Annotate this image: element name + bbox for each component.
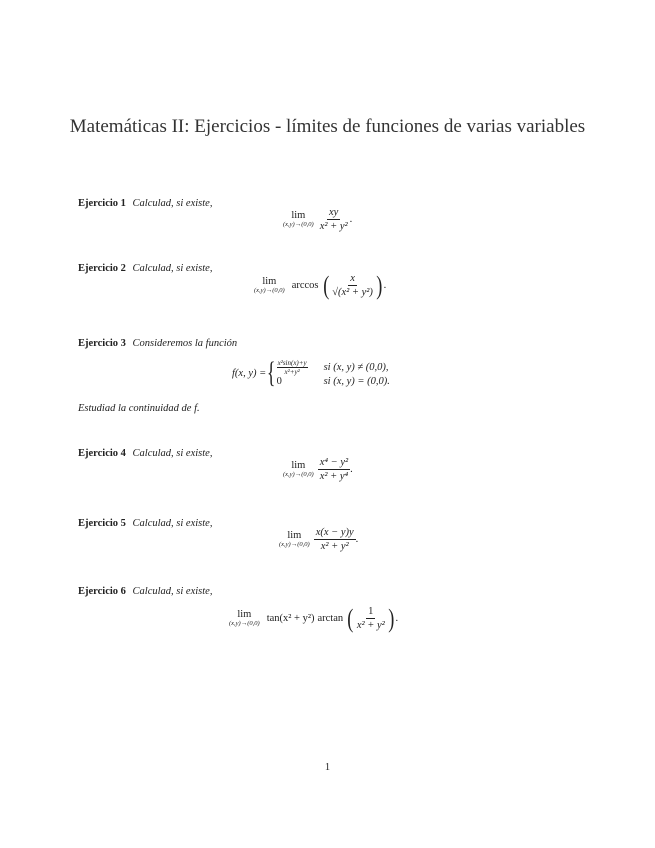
exercise-label: Ejercicio 4 — [78, 448, 126, 459]
exercise-label: Ejercicio 5 — [78, 518, 126, 529]
exercise-3-piecewise: f(x, y) = { $\frac{\text{x²sin(x)+y}}{\text{x²+y²}}$ si (x, y) ≠ (0,0), 0 si (x, y) = (0,0). — [232, 356, 390, 389]
fraction: $\frac{1}{\text{x² + y²}}$ — [356, 606, 385, 631]
exercise-3-heading — [78, 338, 237, 349]
exercise-4-heading — [78, 448, 212, 459]
exercise-label: Ejercicio 1 — [78, 198, 126, 209]
exercise-4-formula: lim (x,y)→(0,0) $\frac{\text{x⁴ − y²}}{\text{x² + y⁴}}$ . — [283, 457, 353, 482]
exercise-1-heading — [78, 198, 212, 209]
document-title: Matemáticas II: Ejercicios - límites de funciones de varias variables — [69, 116, 586, 137]
fraction: $\frac{x(x - y)y}{\text{x² + y²}}$ — [315, 527, 354, 552]
page-number: 1 — [324, 762, 331, 773]
exercise-5-heading — [78, 518, 212, 529]
exercise-5-formula: lim (x,y)→(0,0) $\frac{x(x - y)y}{\text{x² + y²}}$ . — [279, 527, 359, 552]
exercise-6-formula: lim (x,y)→(0,0) tan(x² + y²) arctan ( $\frac{1}{\text{x² + y²}}$ ) . — [229, 603, 399, 633]
exercise-label: Ejercicio 2 — [78, 263, 126, 274]
exercise-1-formula: lim (x,y)→(0,0) $\frac{xy}{\text{x² + y²}}$ . — [283, 207, 353, 232]
exercise-prompt: Calculad, si existe, — [132, 263, 213, 274]
exercise-label: Ejercicio 6 — [78, 586, 126, 597]
exercise-prompt: Consideremos la función — [132, 338, 238, 349]
exercise-prompt: Calculad, si existe, — [132, 586, 213, 597]
fraction: $\frac{xy}{\text{x² + y²}}$ — [319, 207, 348, 232]
limit-operator: lim (x,y)→(0,0) — [283, 210, 314, 228]
limit-operator: lim (x,y)→(0,0) — [254, 276, 285, 294]
limit-operator: lim (x,y)→(0,0) — [279, 530, 310, 548]
exercise-6-heading — [78, 586, 212, 597]
fraction: $\frac{\text{x⁴ − y²}}{\text{x² + y⁴}}$ — [319, 457, 349, 482]
fraction: $\frac{x}{\text{√(x² + y²)}}$ — [332, 273, 373, 298]
exercise-prompt: Calculad, si existe, — [132, 198, 213, 209]
exercise-prompt: Calculad, si existe, — [132, 518, 213, 529]
limit-operator: lim (x,y)→(0,0) — [229, 609, 260, 627]
case1-fraction: $\frac{\text{x²sin(x)+y}}{\text{x²+y²}}$ — [277, 359, 307, 376]
exercise-3-followup: Estudiad la continuidad de f. — [78, 403, 200, 414]
exercise-2-heading — [78, 263, 212, 274]
exercise-2-formula: lim (x,y)→(0,0) arccos ( $\frac{x}{\text{√(x² + y²)}}$ ) . — [254, 270, 387, 300]
exercise-prompt: Calculad, si existe, — [132, 448, 213, 459]
exercise-label: Ejercicio 3 — [78, 338, 126, 349]
limit-operator: lim (x,y)→(0,0) — [283, 460, 314, 478]
